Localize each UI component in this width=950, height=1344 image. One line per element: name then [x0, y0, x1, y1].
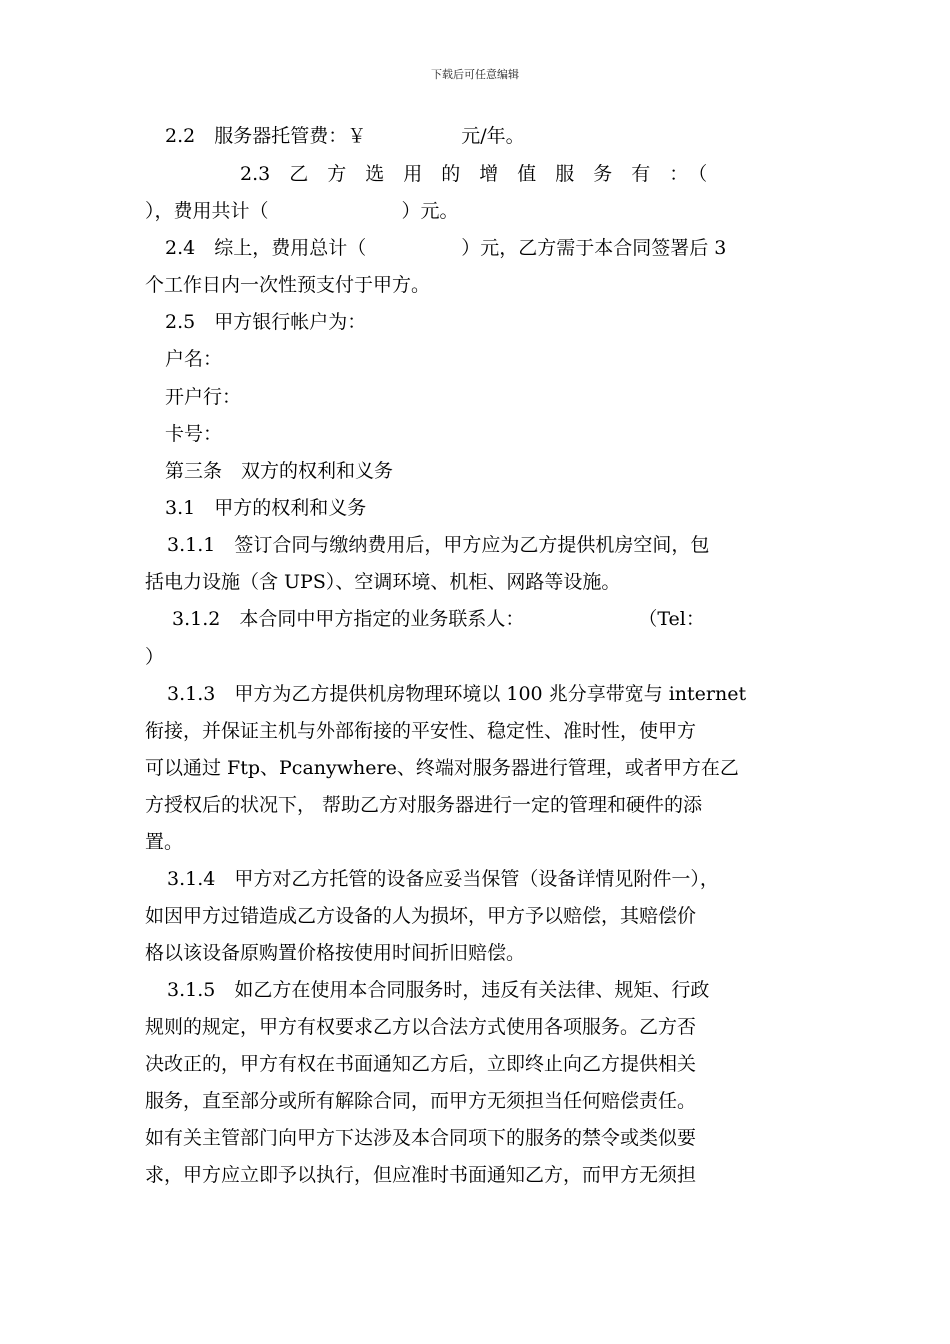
account-bank: 开户行：: [165, 386, 242, 408]
clause-3-1-1-cont: 括电力设施（含 UPS）、空调环境、机柜、网路等设施。: [145, 571, 621, 593]
clause-2-2: 2.2 服务器托管费：￥ 元/年。: [165, 125, 525, 147]
clause-3-1-3-l5: 置。: [145, 831, 184, 853]
clause-3-1-5-l3: 决改正的，甲方有权在书面通知乙方后，立即终止向乙方提供相关: [145, 1053, 697, 1075]
clause-2-5: 2.5 甲方银行帐户为：: [165, 311, 367, 333]
clause-3-1-5: 3.1.5 如乙方在使用本合同服务时，违反有关法律、规矩、行政: [167, 979, 710, 1001]
clause-2-4-cont: 个工作日内一次性预支付于甲方。: [145, 274, 431, 296]
clause-3-1-4: 3.1.4 甲方对乙方托管的设备应妥当保管（设备详情见附件一），: [167, 868, 719, 890]
clause-3-1-3-l4: 方授权后的状况下， 帮助乙方对服务器进行一定的管理和硬件的添: [145, 794, 703, 816]
clause-3-1-4-l2: 如因甲方过错造成乙方设备的人为损坏，甲方予以赔偿，其赔偿价: [145, 905, 697, 927]
clause-3-1-3: 3.1.3 甲方为乙方提供机房物理环境以 100 兆分享带宽与 internet: [167, 683, 747, 705]
clause-3-1-5-l5: 如有关主管部门向甲方下达涉及本合同项下的服务的禁令或类似要: [145, 1127, 697, 1149]
clause-3-1-2-cont: ）: [145, 646, 165, 668]
clause-3-1-3-l2: 衔接，并保证主机与外部衔接的平安性、稳定性、准时性，使甲方: [145, 720, 697, 742]
page-header: 下载后可任意编辑: [431, 68, 519, 81]
clause-2-3-cont: ），费用共计（ ）元。: [145, 200, 459, 222]
clause-3-1-4-l3: 格以该设备原购置价格按使用时间折旧赔偿。: [145, 942, 526, 964]
clause-3-1-3-l3: 可以通过 Ftp、Pcanywhere、终端对服务器进行管理，或者甲方在乙: [145, 757, 739, 779]
clause-3-1-5-l2: 规则的规定，甲方有权要求乙方以合法方式使用各项服务。乙方否: [145, 1016, 697, 1038]
account-name: 户名：: [165, 348, 223, 370]
clause-3-1-5-l6: 求，甲方应立即予以执行，但应准时书面通知乙方，而甲方无须担: [145, 1164, 697, 1186]
clause-3-1-5-l4: 服务，直至部分或所有解除合同，而甲方无须担当任何赔偿责任。: [145, 1090, 697, 1112]
clause-2-4: 2.4 综上，费用总计（ ）元，乙方需于本合同签署后 3: [165, 237, 727, 259]
clause-3-1-1: 3.1.1 签订合同与缴纳费用后，甲方应为乙方提供机房空间，包: [167, 534, 710, 556]
clause-3-1: 3.1 甲方的权利和义务: [165, 497, 367, 519]
clause-2-3: 2.3 乙 方 选 用 的 增 值 服 务 有 ： （: [240, 163, 708, 185]
account-card: 卡号：: [165, 423, 223, 445]
article-three-heading: 第三条 双方的权利和义务: [165, 460, 394, 482]
clause-3-1-2: 3.1.2 本合同中甲方指定的业务联系人： （Tel：: [172, 608, 705, 630]
